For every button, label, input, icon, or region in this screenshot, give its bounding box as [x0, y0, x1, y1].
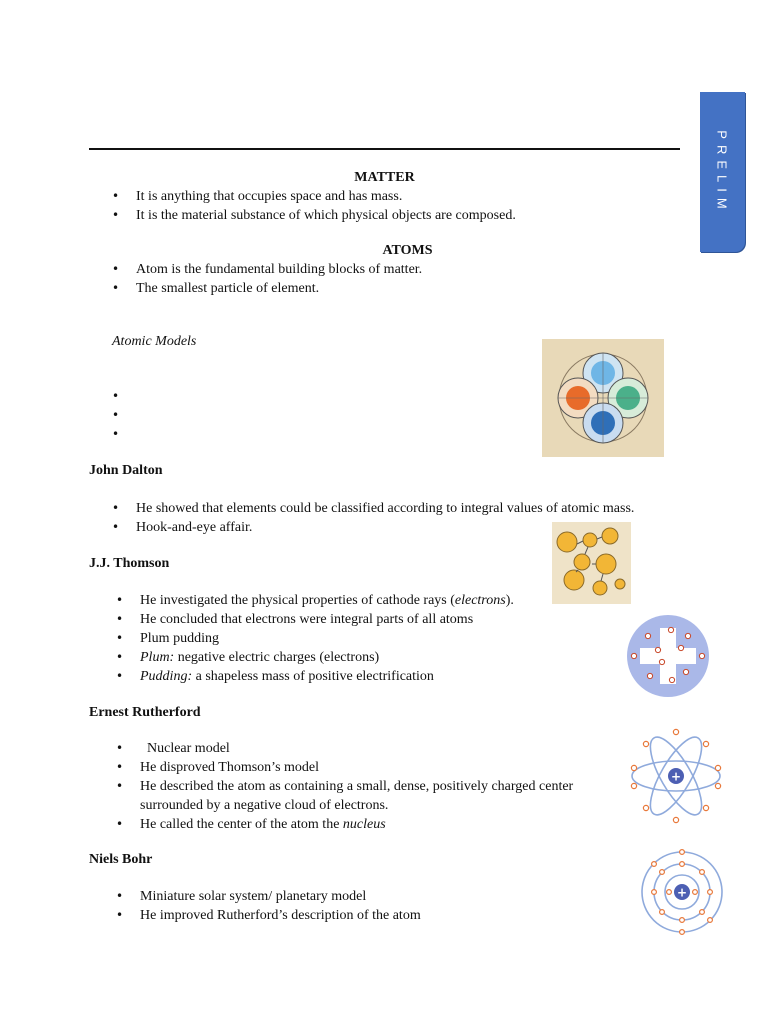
- thomson-b4-em: Plum:: [140, 650, 175, 665]
- list-item: [116, 591, 514, 610]
- bohr-list: [116, 887, 421, 925]
- list-item: • Atom is the fundamental building blocks of matter.: [112, 260, 422, 279]
- list-item: • It is the material substance of which physical objects are composed.: [112, 206, 516, 225]
- rutherford-b4-em: nucleus: [342, 817, 386, 832]
- header-rule: [89, 148, 680, 150]
- atoms-heading: ATOMS: [382, 243, 433, 258]
- list-item: • The smallest particle of element.: [112, 279, 422, 298]
- plum-pudding-image: [626, 614, 710, 698]
- list-item: • He disproved Thomson’s model: [116, 758, 610, 777]
- hook-and-eye-image: [552, 522, 631, 604]
- dalton-heading: John Dalton: [89, 463, 163, 478]
- thomson-list: [116, 591, 514, 686]
- svg-text:+: +: [670, 769, 682, 784]
- rutherford-list: [116, 739, 610, 834]
- matter-list: [112, 187, 516, 225]
- svg-text:+: +: [676, 885, 688, 900]
- atoms-list: [112, 260, 422, 298]
- prelim-side-tab[interactable]: [700, 92, 745, 252]
- thomson-b4-text: negative electric charges (electrons): [174, 650, 380, 665]
- thomson-b5-text: a shapeless mass of positive electrification: [192, 669, 434, 684]
- list-item: [116, 815, 610, 834]
- list-item: • Nuclear model: [116, 739, 610, 758]
- list-item: • He concluded that electrons were integral parts of all atoms: [116, 610, 514, 629]
- rutherford-atom-image: [628, 728, 724, 824]
- thomson-b5-em: Pudding:: [140, 669, 193, 684]
- list-item: • He described the atom as containing a small, dense, positively charged center surrounded by a negative cloud of electrons.: [116, 777, 610, 815]
- thomson-heading: J.J. Thomson: [89, 556, 170, 571]
- bohr-atom-image: [638, 848, 726, 936]
- rutherford-b4-text: He called the center of the atom the: [140, 817, 343, 832]
- four-elements-image: [542, 339, 664, 457]
- list-item: • Miniature solar system/ planetary model: [116, 887, 421, 906]
- rutherford-heading: Ernest Rutherford: [89, 705, 201, 720]
- thomson-b1-text: He investigated the physical properties of cathode rays (: [140, 593, 455, 608]
- atomic-models-subtitle: Atomic Models: [112, 334, 197, 349]
- list-item: [116, 667, 514, 686]
- prelim-tab-label: PRELIM: [715, 129, 730, 215]
- atomic-models-empty-list: [112, 387, 140, 444]
- bohr-heading: Niels Bohr: [89, 852, 153, 867]
- list-item: • He improved Rutherford’s description of the atom: [116, 906, 421, 925]
- list-item: • Hook-and-eye affair.: [112, 518, 634, 537]
- matter-heading: MATTER: [354, 170, 415, 185]
- list-item: • Plum pudding: [116, 629, 514, 648]
- list-item: [112, 406, 140, 425]
- list-item: • It is anything that occupies space and has mass.: [112, 187, 516, 206]
- thomson-b1-post: ).: [505, 593, 514, 608]
- list-item: [116, 648, 514, 667]
- list-item: [112, 387, 140, 406]
- list-item: [112, 425, 140, 444]
- list-item: • He showed that elements could be classified according to integral values of atomic mass.: [112, 499, 634, 518]
- thomson-b1-em: electrons: [454, 593, 506, 608]
